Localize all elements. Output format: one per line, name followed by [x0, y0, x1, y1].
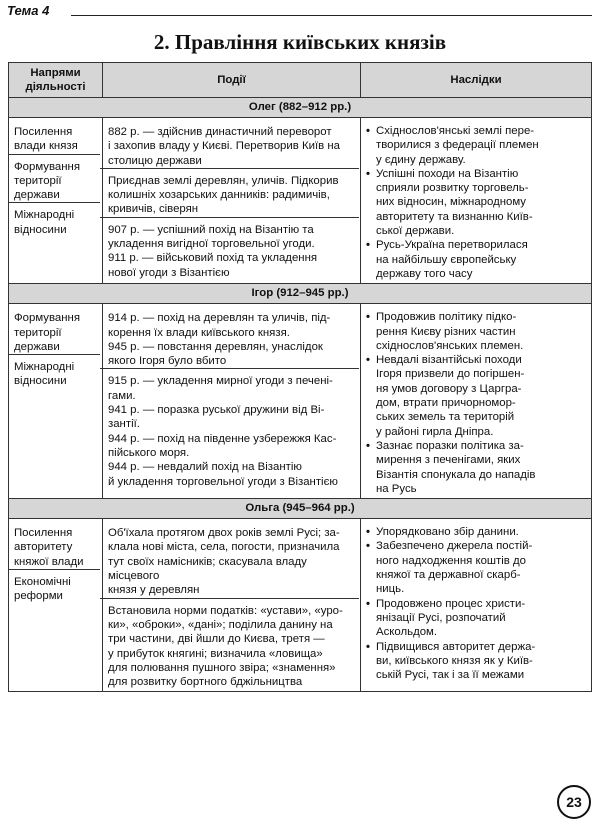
- text-line: княжої та державної скарб-: [376, 569, 521, 582]
- direction-item: [14, 521, 97, 569]
- text-line: • Упорядковано збір данини.: [376, 526, 519, 539]
- direction-item: [14, 306, 97, 354]
- text-line: 882 р. — здійснив династичний переворот: [108, 126, 332, 138]
- text-line: Об'їхала протягом двох років землі Русі; за-: [108, 527, 340, 540]
- text-line: Міжнародні: [14, 361, 75, 374]
- direction-item: [9, 354, 100, 389]
- text-line: 915 р. — укладення мирної угоди з печені-: [108, 375, 333, 388]
- directions-cell: [9, 519, 103, 692]
- text-line: Аскольдом.: [376, 626, 438, 639]
- text-line: ви, київського князя як у Київ-: [376, 654, 533, 667]
- column-header-results: Наслідки: [361, 63, 592, 98]
- text-line: дом, втрати причорномор-: [376, 397, 516, 410]
- directions-cell: [9, 118, 103, 284]
- text-line: три частини, дві йшли до Києва, третя —: [108, 633, 325, 646]
- result-item: [366, 597, 586, 640]
- text-line: території: [14, 326, 62, 339]
- ruler-heading: Ольга (945–964 рр.): [9, 499, 592, 519]
- text-line: авторитету та визнанню Київ-: [376, 210, 533, 223]
- results-list: [366, 306, 586, 496]
- result-item: [366, 439, 586, 496]
- text-line: клала нові міста, села, погости, призначила: [108, 541, 340, 554]
- direction-item: [9, 569, 100, 604]
- text-line: території: [14, 174, 62, 187]
- text-line: столицю держави: [108, 154, 202, 167]
- text-line: відносини: [14, 375, 67, 388]
- text-line: ня умов договору з Царгра-: [376, 382, 522, 395]
- ruler-row: [9, 98, 592, 118]
- event-block: [100, 168, 359, 217]
- text-line: творилися з федерації племен: [376, 139, 539, 152]
- ruler-heading: Ігор (912–945 рр.): [9, 284, 592, 304]
- text-line: тут своїх намісників; скасувала владу місцевого: [108, 555, 307, 583]
- event-block: [108, 306, 355, 368]
- text-line: 907 р. — успішний похід на Візантію та: [108, 223, 314, 236]
- direction-item: [9, 154, 100, 203]
- text-line: ської держави.: [376, 225, 455, 238]
- direction-item: [14, 120, 97, 154]
- text-line: Формування: [14, 312, 80, 325]
- results-list: [366, 521, 586, 682]
- event-block: [108, 521, 355, 597]
- directions-cell: [9, 304, 103, 499]
- results-cell: [361, 118, 592, 284]
- results-cell: [361, 519, 592, 692]
- events-cell: [103, 304, 361, 499]
- text-line: зантії.: [108, 418, 140, 431]
- princes-table: [8, 62, 592, 692]
- ruler-heading: Олег (882–912 рр.): [9, 98, 592, 118]
- text-line: • Східнослов'янські землі пере-: [376, 125, 535, 137]
- text-line: у єдину державу.: [376, 153, 466, 166]
- table-row: [9, 118, 592, 284]
- text-line: державу того часу: [376, 267, 473, 280]
- events-cell: [103, 519, 361, 692]
- text-line: Візантія спонукала до нападів: [376, 468, 536, 481]
- text-line: корення їх влади київського князя.: [108, 326, 290, 339]
- event-block: [100, 598, 359, 690]
- text-line: ській Русі, так і за її межами: [376, 669, 525, 682]
- direction-item: [9, 202, 100, 237]
- result-item: [366, 539, 586, 596]
- text-line: ки», «оброки», «дані»; поділила данину на: [108, 618, 333, 631]
- text-line: них відносин, міжнародному: [376, 196, 526, 209]
- table-row: [9, 304, 592, 499]
- text-line: • Продовжив політику підко-: [376, 311, 517, 324]
- table-header-row: [9, 63, 592, 98]
- text-line: і захопив владу у Києві. Перетворив Київ на: [108, 140, 340, 153]
- text-line: Встановила норми податків: «устави», «уро-: [108, 604, 343, 617]
- text-line: ного надходження коштів до: [376, 554, 526, 567]
- text-line: Формування: [14, 160, 80, 173]
- text-line: нової угоди з Візантією: [108, 266, 230, 279]
- result-item: [366, 525, 586, 539]
- text-line: укладення вигідної торговельної угоди.: [108, 238, 315, 251]
- event-block: [100, 217, 359, 280]
- text-line: Посилення: [14, 527, 73, 540]
- text-line: 911 р. — військовий похід та укладення: [108, 252, 318, 265]
- event-block: [100, 368, 359, 488]
- text-line: Економічні: [14, 576, 71, 589]
- page-header: [7, 3, 592, 25]
- text-line: 944 р. — похід на південне узбережжя Кас-: [108, 432, 337, 445]
- text-line: 941 р. — поразка руської дружини від Ві-: [108, 404, 325, 417]
- events-cell: [103, 118, 361, 284]
- result-item: [366, 640, 586, 683]
- text-line: ниць.: [376, 583, 405, 596]
- text-line: якого Ігоря було вбито: [108, 355, 227, 368]
- text-line: кривичів, сіверян: [108, 203, 199, 216]
- text-line: відносини: [14, 223, 67, 236]
- table-body: [9, 98, 592, 692]
- page-title: 2. Правління київських князів: [153, 30, 447, 54]
- text-line: для полювання пушного звіра; «знамення»: [108, 661, 336, 674]
- text-line: пійського моря.: [108, 446, 190, 459]
- text-line: • Русь-Україна перетворилася: [376, 239, 528, 252]
- text-line: Міжнародні: [14, 209, 75, 222]
- table-row: [9, 519, 592, 692]
- text-line: держави: [14, 340, 60, 353]
- text-line: ських земель та територій: [376, 411, 515, 424]
- text-line: Посилення: [14, 126, 73, 138]
- text-line: князя у деревлян: [108, 584, 200, 597]
- page-number: 23: [557, 785, 591, 819]
- text-line: на найбільшу європейську: [376, 253, 517, 266]
- text-line: Приєднав землі деревлян, уличів. Підкорив: [108, 174, 339, 187]
- theme-label: Тема 4: [7, 3, 50, 18]
- text-line: рення Києву різних частин: [376, 325, 516, 338]
- text-line: авторитету: [14, 541, 73, 554]
- text-line: гами.: [108, 389, 136, 402]
- ruler-row: [9, 499, 592, 519]
- text-line: держави: [14, 189, 60, 202]
- text-line: княжої влади: [14, 555, 84, 568]
- text-line: • Забезпечено джерела постій-: [376, 540, 533, 553]
- text-line: влади князя: [14, 140, 78, 153]
- results-cell: [361, 304, 592, 499]
- text-line: у районі гирла Дніпра.: [376, 425, 494, 438]
- text-line: • Невдалі візантійські походи: [376, 354, 522, 367]
- text-line: східнослов'янських племен.: [376, 339, 524, 352]
- text-line: на Русь: [376, 482, 417, 495]
- header-rule: [71, 15, 592, 16]
- column-header-directions: Напрями діяльності: [9, 63, 103, 98]
- text-line: • Успішні походи на Візантію: [376, 167, 519, 180]
- text-line: у прибуток княгині; визначила «ловища»: [108, 647, 323, 660]
- text-line: • Зазнає поразки політика за-: [376, 439, 524, 452]
- result-item: [366, 238, 586, 281]
- text-line: янізації Русі, розпочатий: [376, 611, 506, 624]
- text-line: 914 р. — похід на деревлян та уличів, під-: [108, 312, 331, 325]
- results-list: [366, 120, 586, 281]
- result-item: [366, 167, 586, 238]
- text-line: Ігоря призвели до погіршен-: [376, 368, 525, 381]
- text-line: 944 р. — невдалий похід на Візантію: [108, 461, 302, 474]
- text-line: реформи: [14, 590, 63, 603]
- text-line: й укладення торговельної угоди з Візантією: [108, 475, 338, 488]
- event-block: [108, 120, 355, 168]
- text-line: • Підвищився авторитет держа-: [376, 640, 536, 653]
- text-line: для розвитку бортного бджільництва: [108, 676, 303, 689]
- text-line: колишніх хозарських данників: радимичів,: [108, 189, 330, 202]
- column-header-events: Події: [103, 63, 361, 98]
- result-item: [366, 310, 586, 353]
- text-line: 945 р. — повстання деревлян, унаслідок: [108, 340, 323, 353]
- text-line: сприяли розвитку торговель-: [376, 182, 529, 195]
- result-item: [366, 124, 586, 167]
- text-line: мирення з печенігами, яких: [376, 454, 521, 467]
- ruler-row: [9, 284, 592, 304]
- text-line: • Продовжено процес христи-: [376, 597, 526, 610]
- result-item: [366, 353, 586, 439]
